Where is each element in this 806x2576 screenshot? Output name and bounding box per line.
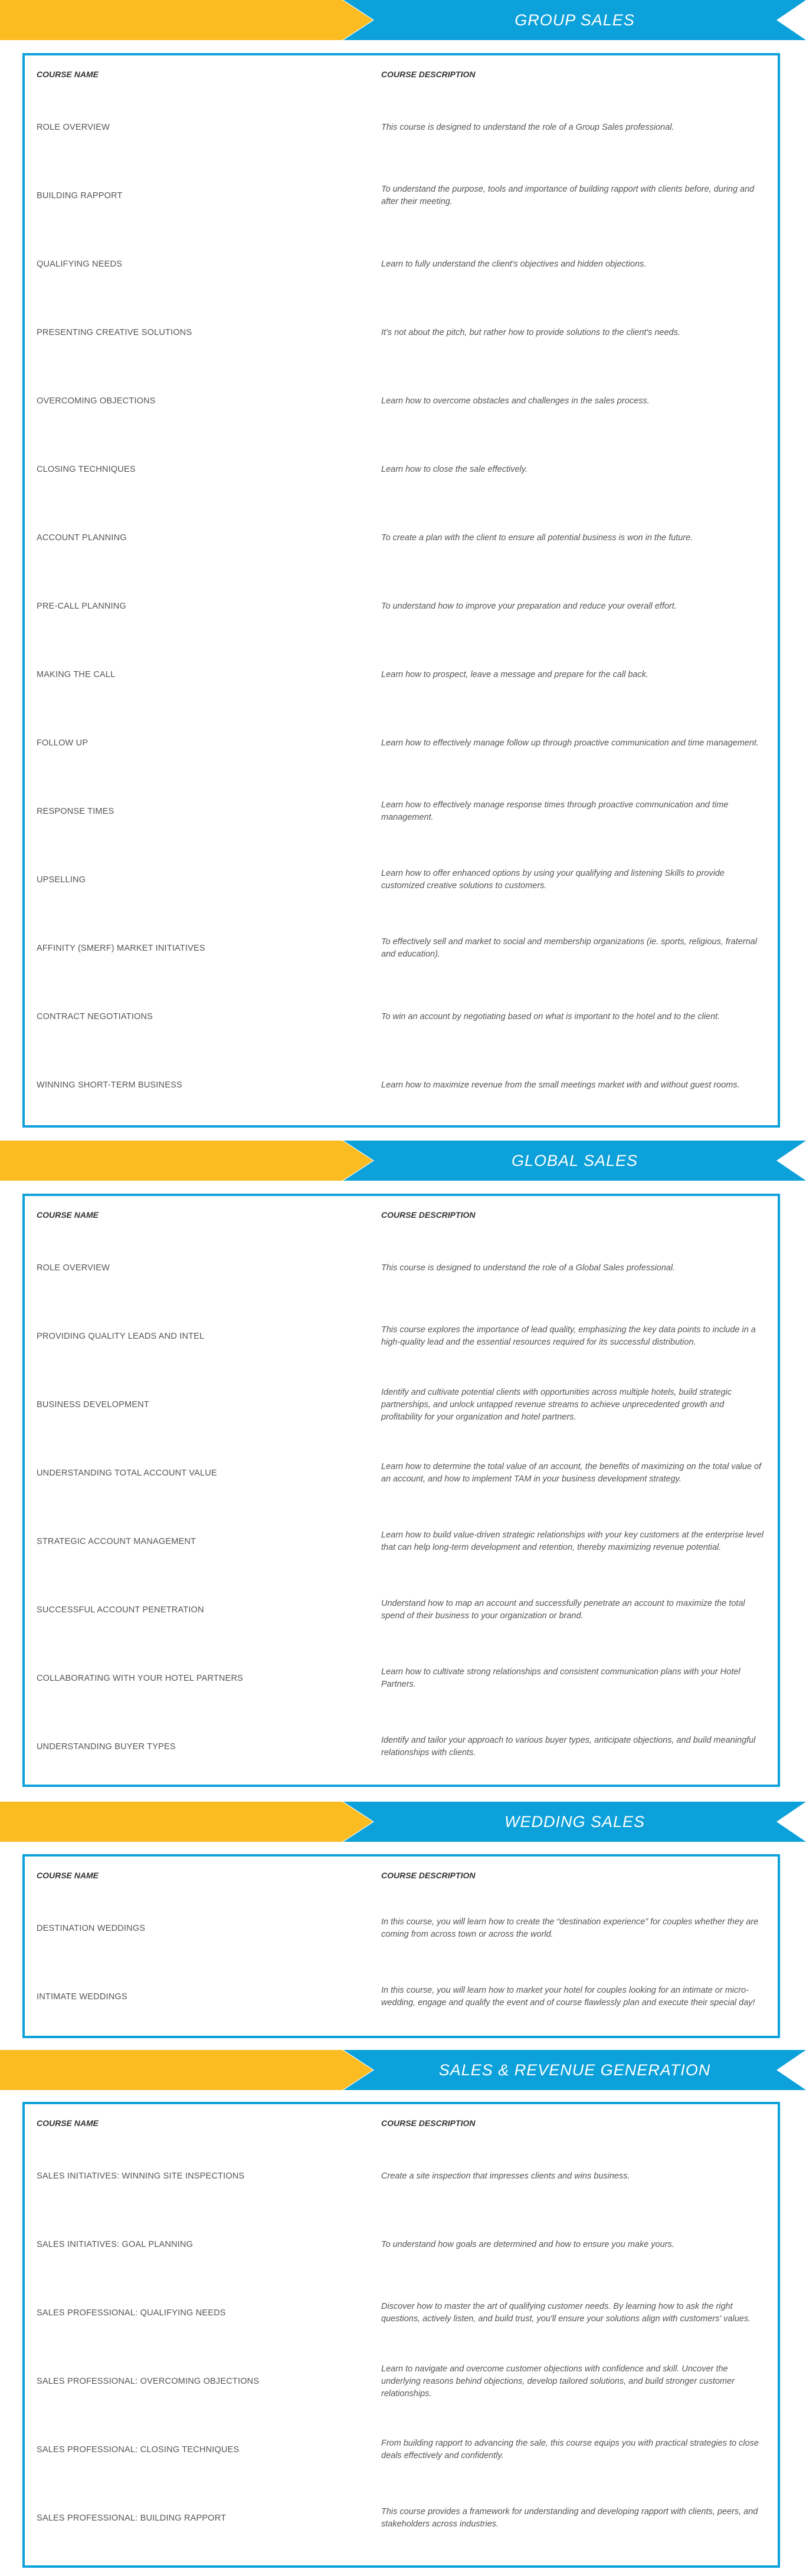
course-name: UPSELLING: [37, 875, 86, 885]
course-row: [25, 1644, 778, 1713]
course-row: [25, 846, 778, 914]
course-table-global-sales: [22, 1194, 780, 1787]
section-title: SALES & REVENUE GENERATION: [438, 2061, 711, 2079]
column-header-course-description: COURSE DESCRIPTION: [381, 1210, 476, 1220]
course-row: [25, 230, 778, 298]
course-name: PRE-CALL PLANNING: [37, 602, 126, 611]
course-row: [25, 572, 778, 640]
course-description: This course explores the importance of lead quality, emphasizing the key data points to include in a high-quality lead and the essential resources required for its successful distribution.: [381, 1325, 756, 1347]
course-description: This course is designed to understand the role of a Group Sales professional.: [381, 122, 674, 132]
banner-accent-yellow: [0, 2050, 373, 2090]
course-name: SALES PROFESSIONAL: CLOSING TECHNIQUES: [37, 2445, 240, 2455]
section-title: WEDDING SALES: [504, 1813, 646, 1831]
course-name: STRATEGIC ACCOUNT MANAGEMENT: [37, 1537, 196, 1546]
section-header-wedding-sales: [0, 1802, 806, 1842]
course-name: OVERCOMING OBJECTIONS: [37, 396, 156, 406]
course-name: RESPONSE TIMES: [37, 807, 114, 816]
course-row: [25, 435, 778, 504]
course-description: Learn how to offer enhanced options by using your qualifying and listening Skills to provide customized creative solutions to customers.: [381, 869, 725, 891]
course-name: ACCOUNT PLANNING: [37, 533, 127, 543]
course-description: In this course, you will learn how to market your hotel for couples looking for an intimate or micro-wedding, engage and qualify the event and of course flawlessly plan and execute their special day!: [381, 1986, 755, 2007]
course-description: To win an account by negotiating based on what is important to the hotel and to the client.: [381, 1011, 720, 1021]
course-name: BUILDING RAPPORT: [37, 191, 123, 201]
course-name: PROVIDING QUALITY LEADS AND INTEL: [37, 1332, 205, 1341]
course-row: [25, 1439, 778, 1507]
course-description: Create a site inspection that impresses clients and wins business.: [381, 2171, 630, 2181]
course-name: UNDERSTANDING TOTAL ACCOUNT VALUE: [37, 1468, 217, 1478]
course-row: [25, 1894, 778, 1963]
course-description: Learn to navigate and overcome customer objections with confidence and skill. Uncover the underlying reasons behind objections, develop tailored solutions, and build stronger customer relationships.: [381, 2364, 735, 2398]
course-description: To create a plan with the client to ensure all potential business is won in the future.: [381, 533, 693, 543]
course-name: BUSINESS DEVELOPMENT: [37, 1400, 149, 1409]
course-description: From building rapport to advancing the sale, this course equips you with practical strategies to close deals effectively and confidently.: [381, 2439, 759, 2460]
course-row: [25, 914, 778, 983]
course-name: INTIMATE WEDDINGS: [37, 1992, 127, 2002]
course-description: Learn to fully understand the client's objectives and hidden objections.: [381, 259, 647, 269]
course-name: CLOSING TECHNIQUES: [37, 465, 136, 474]
course-description: It's not about the pitch, but rather how to provide solutions to the client's needs.: [381, 327, 680, 337]
course-name: UNDERSTANDING BUYER TYPES: [37, 1742, 176, 1752]
column-header-course-name: COURSE NAME: [37, 1871, 99, 1880]
column-header-course-description: COURSE DESCRIPTION: [381, 2118, 476, 2128]
course-row: [25, 504, 778, 572]
course-row: [25, 983, 778, 1051]
course-description: Learn how to effectively manage follow up through proactive communication and time management.: [381, 738, 759, 748]
course-name: SALES INITIATIVES: GOAL PLANNING: [37, 2240, 194, 2249]
course-row: [25, 2484, 778, 2552]
course-row: [25, 2416, 778, 2484]
course-description: Learn how to determine the total value of an account, the benefits of maximizing on the total value of an account, and how to implement TAM in your business development strategy.: [381, 1462, 762, 1484]
course-row: [25, 1051, 778, 1119]
course-description: This course is designed to understand the role of a Global Sales professional.: [381, 1263, 676, 1273]
course-row: [25, 2279, 778, 2347]
course-row: [25, 2210, 778, 2279]
course-table-sales-revenue-generation: [22, 2102, 780, 2568]
course-name: QUALIFYING NEEDS: [37, 259, 123, 269]
course-name: MAKING THE CALL: [37, 670, 116, 679]
course-description: Learn how to overcome obstacles and challenges in the sales process.: [381, 396, 650, 406]
course-description: Understand how to map an account and successfully penetrate an account to maximize the total spend of their business to your organization or brand.: [381, 1599, 745, 1621]
banner-accent-yellow: [0, 1802, 373, 1842]
course-row: [25, 1507, 778, 1576]
course-description: Identify and cultivate potential clients with opportunities across multiple hotels, build strategic partnerships, and unlock untapped revenue streams to achieve unprecedented growth and profitability for your organization and hotel partners.: [381, 1387, 732, 1422]
course-description: Learn how to effectively manage response times through proactive communication and time management.: [381, 800, 729, 822]
course-row: [25, 1371, 778, 1439]
course-row: [25, 640, 778, 709]
course-name: AFFINITY (SMERF) MARKET INITIATIVES: [37, 944, 205, 953]
course-description: Discover how to master the art of qualifying customer needs. By learning how to ask the right questions, actively listen, and build trust, you'll ensure your solutions align with customers' values.: [381, 2302, 751, 2324]
course-description: To effectively sell and market to social and membership organizations (ie. sports, religious, fraternal and education).: [381, 937, 757, 959]
course-row: [25, 162, 778, 230]
section-header-global-sales: [0, 1141, 806, 1181]
course-row: [25, 1234, 778, 1302]
course-description: Learn how to prospect, leave a message and prepare for the call back.: [381, 669, 648, 679]
course-name: SUCCESSFUL ACCOUNT PENETRATION: [37, 1605, 204, 1615]
course-row: [25, 1713, 778, 1781]
column-header-course-name: COURSE NAME: [37, 2118, 99, 2128]
section-header-group-sales: [0, 0, 806, 40]
course-name: FOLLOW UP: [37, 738, 89, 748]
course-description: Learn how to build value-driven strategic relationships with your key customers at the enterprise level that can help long-term development and retention, thereby maximizing revenue potential.: [381, 1530, 764, 1552]
course-table-group-sales: [22, 53, 780, 1128]
course-name: SALES INITIATIVES: WINNING SITE INSPECTIONS: [37, 2171, 245, 2181]
column-header-course-name: COURSE NAME: [37, 70, 99, 79]
course-row: [25, 709, 778, 777]
course-row: [25, 1576, 778, 1644]
course-description: To understand the purpose, tools and importance of building rapport with clients before, during and after their meeting.: [381, 185, 755, 206]
section-title: GROUP SALES: [515, 11, 635, 29]
course-row: [25, 1963, 778, 2031]
course-row: [25, 2142, 778, 2210]
course-row: [25, 298, 778, 367]
course-description: To understand how to improve your preparation and reduce your overall effort.: [381, 601, 677, 611]
section-header-sales-revenue-generation: [0, 2050, 806, 2090]
course-description: Learn how to close the sale effectively.: [381, 464, 527, 474]
course-name: SALES PROFESSIONAL: OVERCOMING OBJECTIONS: [37, 2377, 260, 2386]
course-name: DESTINATION WEDDINGS: [37, 1924, 146, 1933]
course-description: Learn how to maximize revenue from the small meetings market with and without guest rooms.: [381, 1080, 740, 1090]
course-name: ROLE OVERVIEW: [37, 1263, 110, 1273]
column-header-course-description: COURSE DESCRIPTION: [381, 1871, 476, 1880]
course-description: In this course, you will learn how to create the “destination experience” for couples whether they are coming from across town or across the world.: [381, 1917, 759, 1939]
course-name: WINNING SHORT-TERM BUSINESS: [37, 1080, 182, 1090]
course-description: Learn how to cultivate strong relationships and consistent communication plans with your Hotel Partners.: [381, 1667, 741, 1689]
course-description: To understand how goals are determined and how to ensure you make yours.: [381, 2239, 674, 2249]
section-title: GLOBAL SALES: [511, 1152, 638, 1169]
course-name: SALES PROFESSIONAL: QUALIFYING NEEDS: [37, 2308, 226, 2318]
course-row: [25, 93, 778, 162]
course-row: [25, 777, 778, 846]
course-row: [25, 2347, 778, 2416]
course-description: This course provides a framework for understanding and developing rapport with clients, peers, and stakeholders across industries.: [381, 2507, 758, 2529]
course-name: COLLABORATING WITH YOUR HOTEL PARTNERS: [37, 1674, 244, 1683]
course-name: PRESENTING CREATIVE SOLUTIONS: [37, 328, 192, 337]
course-name: SALES PROFESSIONAL: BUILDING RAPPORT: [37, 2513, 227, 2523]
course-name: ROLE OVERVIEW: [37, 123, 110, 132]
column-header-course-description: COURSE DESCRIPTION: [381, 70, 476, 79]
course-name: CONTRACT NEGOTIATIONS: [37, 1012, 153, 1021]
course-table-wedding-sales: [22, 1854, 780, 2038]
banner-accent-yellow: [0, 0, 373, 40]
column-header-course-name: COURSE NAME: [37, 1210, 99, 1220]
course-description: Identify and tailor your approach to various buyer types, anticipate objections, and build meaningful relationships with clients.: [381, 1736, 756, 1757]
course-row: [25, 367, 778, 435]
course-row: [25, 1302, 778, 1371]
banner-accent-yellow: [0, 1141, 373, 1181]
